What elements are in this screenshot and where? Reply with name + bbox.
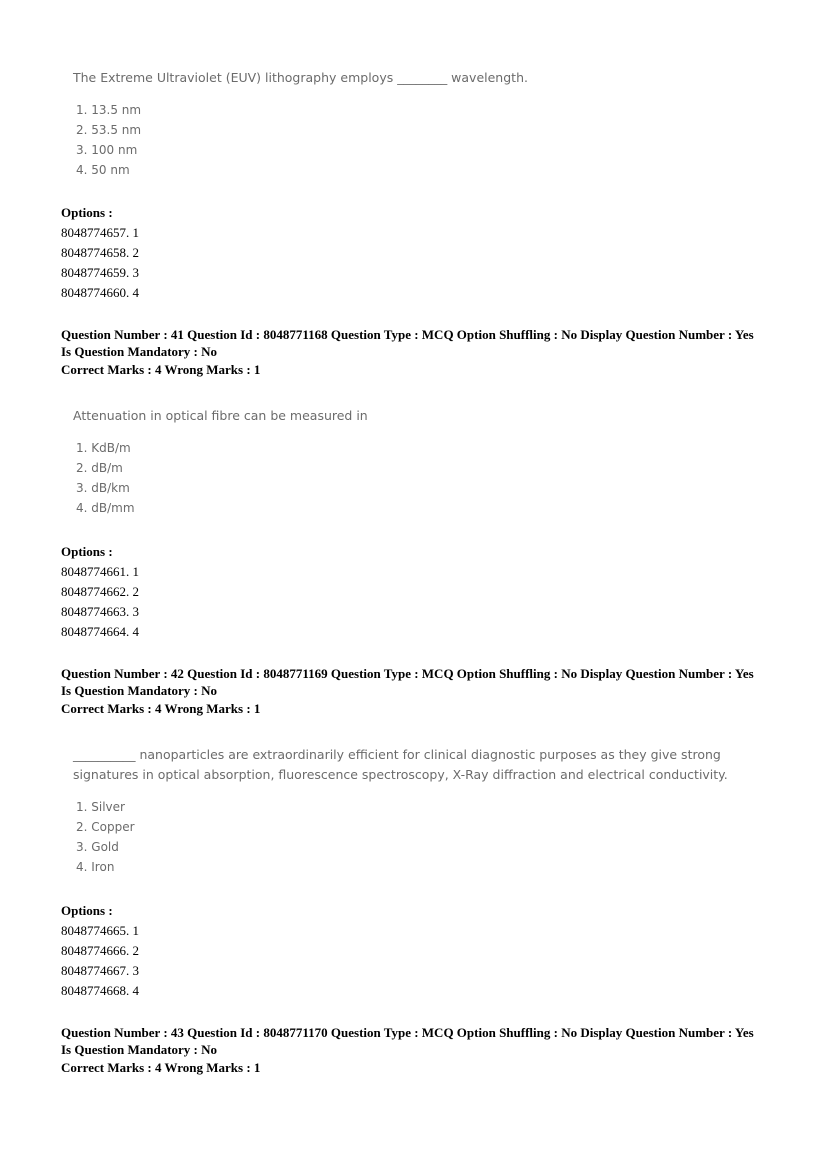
option-id: 8048774660. 4: [61, 285, 139, 300]
options-label: Options :: [61, 544, 113, 559]
choice-item: 4. Iron: [76, 860, 115, 874]
option-id: 8048774664. 4: [61, 624, 139, 639]
question-meta-43: [61, 1024, 754, 1076]
choice-item: 3. 100 nm: [76, 143, 138, 157]
choice-item: 2. Copper: [76, 820, 135, 834]
meta-line: Is Question Mandatory : No: [61, 1042, 218, 1057]
choice-item: 2. 53.5 nm: [76, 123, 142, 137]
choice-item: 2. dB/m: [76, 461, 123, 475]
choice-list: [76, 797, 773, 877]
question-image-1: [73, 68, 528, 180]
options-block-3: [61, 901, 139, 1001]
options-block-1: [61, 203, 139, 303]
choice-item: 3. dB/km: [76, 481, 130, 495]
question-text: Attenuation in optical fibre can be measured in: [73, 408, 368, 423]
options-block-2: [61, 542, 139, 642]
choice-list: [76, 100, 528, 180]
option-id: 8048774663. 3: [61, 604, 139, 619]
choice-item: 1. 13.5 nm: [76, 103, 142, 117]
marks-line: Correct Marks : 4 Wrong Marks : 1: [61, 701, 261, 716]
meta-line: Question Number : 42 Question Id : 8048771169 Question Type : MCQ Option Shuffling : No Display Question Number : Yes: [61, 666, 754, 681]
option-id: 8048774665. 1: [61, 923, 139, 938]
choice-item: 4. dB/mm: [76, 501, 135, 515]
option-id: 8048774666. 2: [61, 943, 139, 958]
meta-line: Is Question Mandatory : No: [61, 683, 218, 698]
question-image-2: [73, 406, 368, 518]
choice-item: 3. Gold: [76, 840, 119, 854]
choice-item: 4. 50 nm: [76, 163, 130, 177]
options-label: Options :: [61, 205, 113, 220]
marks-line: Correct Marks : 4 Wrong Marks : 1: [61, 1060, 261, 1075]
option-id: 8048774668. 4: [61, 983, 139, 998]
option-id: 8048774657. 1: [61, 225, 139, 240]
choice-item: 1. KdB/m: [76, 441, 131, 455]
meta-line: Question Number : 41 Question Id : 8048771168 Question Type : MCQ Option Shuffling : No Display Question Number : Yes: [61, 327, 754, 342]
question-meta-41: [61, 326, 754, 378]
marks-line: Correct Marks : 4 Wrong Marks : 1: [61, 362, 261, 377]
options-label: Options :: [61, 903, 113, 918]
option-id: 8048774661. 1: [61, 564, 139, 579]
option-id: 8048774667. 3: [61, 963, 139, 978]
meta-line: Is Question Mandatory : No: [61, 344, 218, 359]
meta-line: Question Number : 43 Question Id : 8048771170 Question Type : MCQ Option Shuffling : No Display Question Number : Yes: [61, 1025, 754, 1040]
question-text: __________ nanoparticles are extraordinarily efficient for clinical diagnostic purposes as they give strong signatures in optical absorption, fluorescence spectroscopy, X-Ray diffraction and electrical conductivity.: [73, 747, 728, 782]
choice-item: 1. Silver: [76, 800, 125, 814]
question-meta-42: [61, 665, 754, 717]
option-id: 8048774662. 2: [61, 584, 139, 599]
option-id: 8048774658. 2: [61, 245, 139, 260]
question-text: The Extreme Ultraviolet (EUV) lithography employs ________ wavelength.: [73, 70, 528, 85]
option-id: 8048774659. 3: [61, 265, 139, 280]
question-image-3: [73, 745, 773, 877]
choice-list: [76, 438, 368, 518]
